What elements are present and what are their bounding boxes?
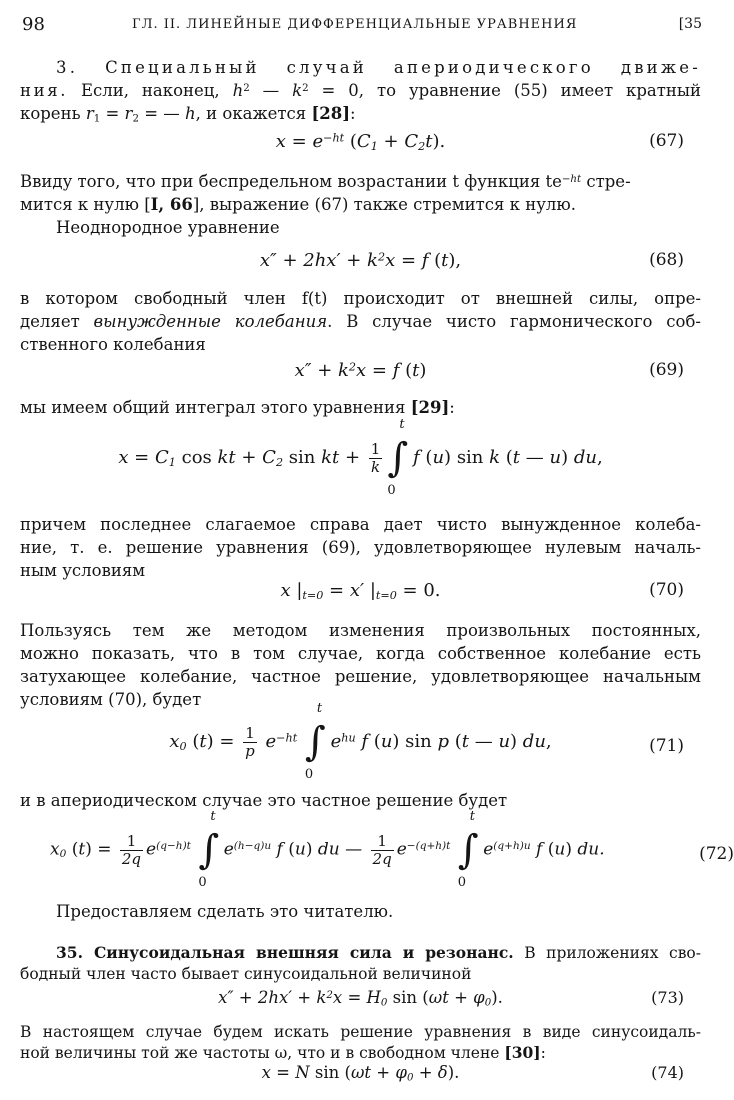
line-12: ние, т. е. решение уравнения (69), удовлетворяющее нулевым началь- [20,538,701,557]
line-14: Пользуясь тем же методом изменения произвольных постоянных, [20,621,701,640]
equation-70: x $|_{t=0} = x'$ $|_{t=0} = 0$. (70) [280,580,684,602]
line-21: бодный член часто бывает синусоидальной величиной [20,965,472,983]
line-19: Предоставляем сделать это читателю. [56,902,394,921]
line-20: 35. Синусоидальная внешняя сила и резонанс. В приложениях сво- [56,943,701,962]
line-5: мится к нулю [I, 66], выражение (67) также стремится к нулю. [20,195,577,214]
equation-72: $x_0$ (t) = $\frac{1}{2q}$ $e^{(q-h)t}$ ∫ t 0 $e^{(h-q)u}$ f (u) du — $\frac{1}{2q}$ $e^{-(q+h)t}$ ∫ t 0 $e^{(q+h)u}$ f (u) du. (72) [50,809,734,890]
line-2: ния. Если, наконец, $h^2$ — $k^2 = 0$, то уравнение (55) имеет кратный [20,81,701,100]
line-18: и в апериодическом случае это частное решение будет [20,791,508,810]
equation-67: $x = e^{-ht}$ $(C_1 + C_2t)$. (67) [275,131,684,153]
line-7: в котором свободный член f(t) происходит от внешней силы, опре- [20,289,701,308]
section-mark: [35 [678,16,702,32]
line-11: причем последнее слагаемое справа дает чисто вынужденное колеба- [20,515,701,534]
line-4: Ввиду того, что при беспредельном возрастании t функция $te^{-ht}$ стре- [20,172,631,191]
equation-73: $x'' + 2hx' + k^2x = H_0$ $\sin (\omega t + \varphi_0)$. (73) [218,988,684,1009]
line-8: деляет вынужденные колебания. В случае чисто гармонического соб- [20,312,701,331]
line-13: ным условиям [20,561,146,580]
line-22: В настоящем случае будем искать решение уравнения в виде синусоидаль- [20,1023,701,1041]
line-6: Неоднородное уравнение [56,218,280,237]
line-9: ственного колебания [20,335,206,354]
equation-69: $x'' + k^2x = f$ (t) (69) [294,360,684,381]
page-number: 98 [22,14,45,35]
line-1: 3. Специальный случай апериодического движе- [56,58,701,77]
general-integral-equation: $x = C_1$ cos kt + $C_2$ sin kt + $\frac{1}{k}$ ∫ t 0 f (u) sin k (t — u) du, [118,417,603,498]
running-header [22,14,702,38]
line-23: ной величины той же частоты ω, что и в свободном члене [30]: [20,1043,546,1062]
chapter-title: ГЛ. II. ЛИНЕЙНЫЕ ДИФФЕРЕНЦИАЛЬНЫЕ УРАВНЕНИЯ [132,17,578,32]
equation-71: $x_0$ (t) = $\frac{1}{p}$ $e^{-ht}$ ∫ t 0 $e^{hu}$ f (u) sin p (t — u) du, (71) [169,701,684,782]
equation-68: $x'' + 2hx' + k^2x = f$ (t), (68) [259,250,684,271]
line-16: затухающее колебание, частное решение, удовлетворяющее начальным [20,667,701,686]
line-3: корень $r_1 = r_2$ = — h, и окажется [28]: [20,104,356,125]
line-15: можно показать, что в том случае, когда собственное колебание есть [20,644,701,663]
equation-74: x = N $\sin (\omega t + \varphi_0 + \delta)$. (74) [261,1063,684,1084]
line-10: мы имеем общий интеграл этого уравнения [29]: [20,398,455,417]
line-17: условиям (70), будет [20,690,202,709]
